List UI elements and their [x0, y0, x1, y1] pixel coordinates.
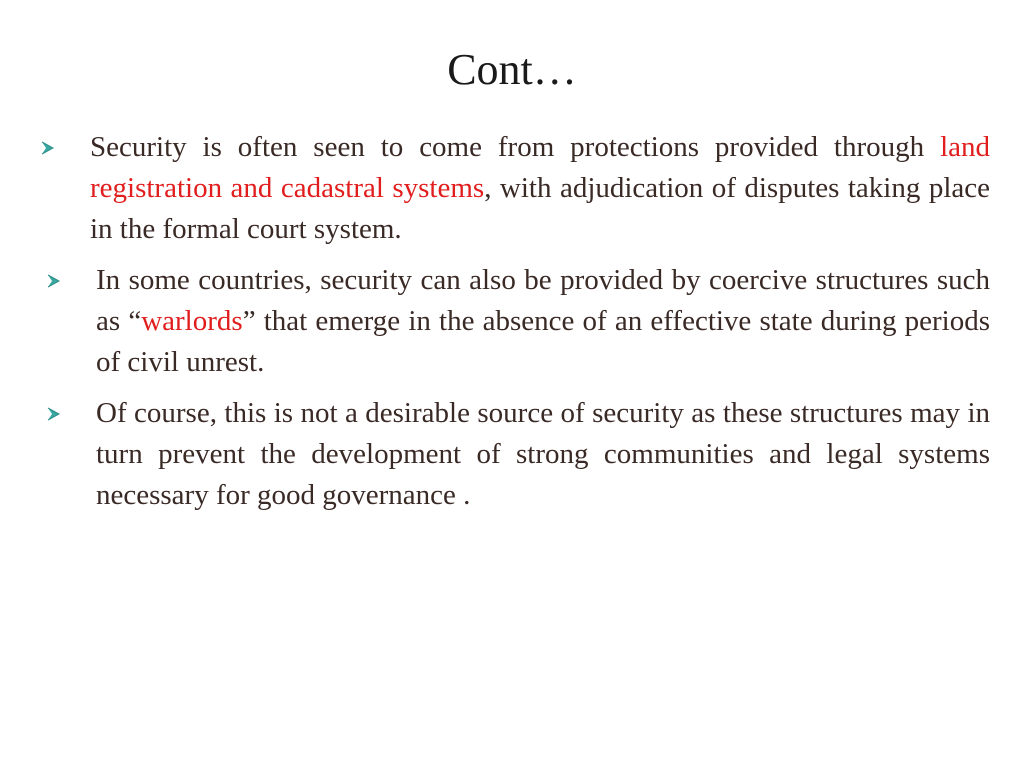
slide-title: Cont…: [447, 45, 577, 94]
bullet-highlight: land registration and cadastral systems: [90, 131, 990, 204]
bullet-text: ” that emerge in the absence of an effective state during periods of civil unrest.: [96, 305, 991, 378]
arrow-bullet-icon: [40, 141, 54, 155]
bullet-text: Of course, this is not a desirable source of security as these structures may in turn prevent the development of strong communities and legal systems necessary for good governance .: [96, 397, 990, 511]
arrow-bullet-icon: [46, 274, 60, 288]
bullet-text: Security is often seen to come from protections provided through: [90, 131, 941, 163]
bullet-item: [30, 393, 990, 516]
bullet-item: [30, 127, 990, 250]
arrow-bullet-icon: [46, 407, 60, 421]
bullet-item: [30, 260, 990, 383]
bullet-highlight: warlords: [141, 305, 243, 337]
bullet-text: , with adjudication of disputes taking place in the formal court system.: [90, 172, 990, 245]
bullet-list: [30, 127, 990, 526]
bullet-text: In some countries, security can also be provided by coercive structures such as “: [96, 264, 990, 337]
